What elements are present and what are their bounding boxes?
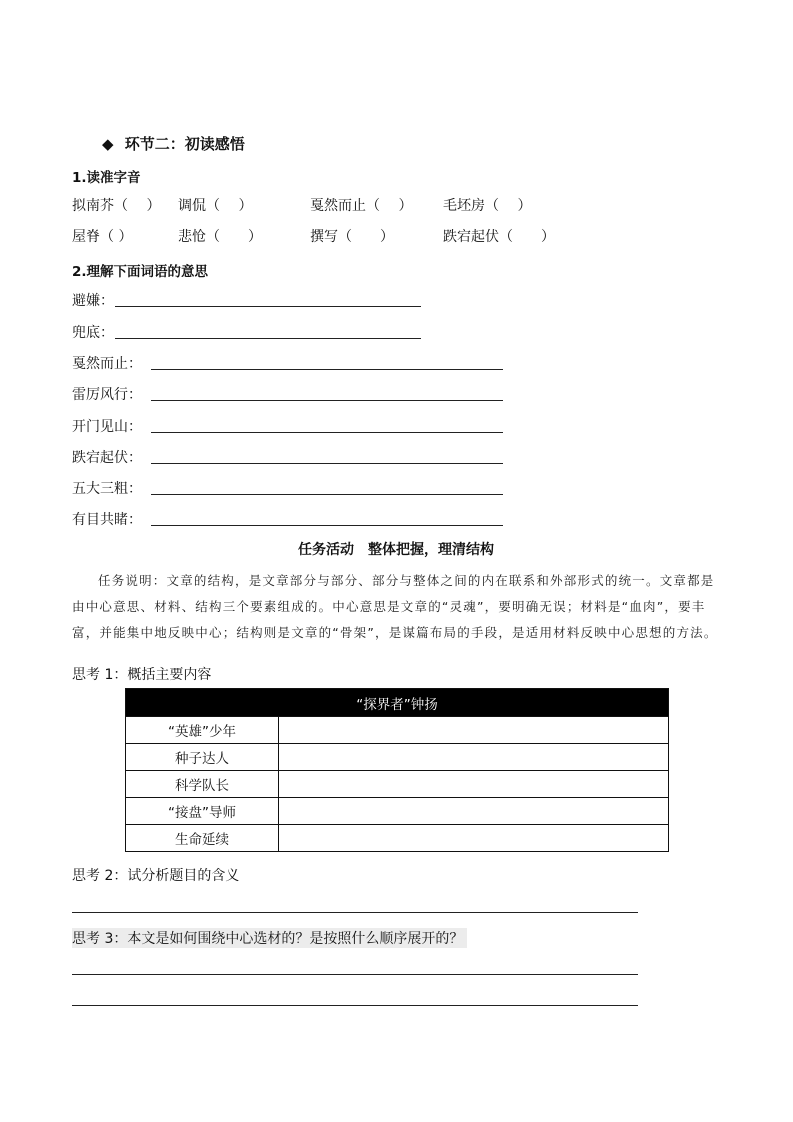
pronunciation-item: 跌宕起伏（ ）	[443, 229, 555, 245]
vocab-label: 避嫌：	[72, 293, 114, 309]
pronunciation-item: 拟南芥（ ）	[72, 198, 161, 214]
table-row	[126, 825, 669, 852]
answer-line[interactable]	[72, 1005, 638, 1006]
answer-line[interactable]	[115, 338, 421, 339]
summary-table	[125, 688, 669, 852]
pronunciation-item: 调侃（ ）	[178, 198, 253, 214]
task-title: 任务活动 整体把握，理清结构	[298, 542, 494, 558]
section-title-text: 环节二：初读感悟	[124, 135, 245, 153]
diamond-bullet-icon: ◆	[102, 135, 114, 153]
answer-line[interactable]	[151, 400, 503, 401]
pronunciation-item: 毛坯房（ ）	[443, 198, 532, 214]
answer-line[interactable]	[151, 369, 503, 370]
row-label: 科学队长	[126, 771, 279, 798]
row-answer-cell[interactable]	[279, 825, 669, 852]
row-answer-cell[interactable]	[279, 744, 669, 771]
think-2-label: 思考 2：试分析题目的含义	[72, 868, 240, 884]
pronunciation-item: 撰写（ ）	[310, 229, 394, 245]
answer-line[interactable]	[151, 494, 503, 495]
table-row	[126, 771, 669, 798]
task-description: 任务说明：文章的结构，是文章部分与部分、部分与整体之间的内在联系和外部形式的统一。文章都是由中心意思、材料、结构三个要素组成的。中心意思是文章的“灵魂”，要明确无误；材料是“血肉”，要丰富，并能集中地反映中心；结构则是文章的“骨架”，是谋篇布局的手段，是适用材料反映中心思想的方法。	[72, 573, 718, 640]
answer-line[interactable]	[72, 974, 638, 975]
vocab-label: 雷厉风行：	[72, 387, 142, 403]
row-answer-cell[interactable]	[279, 771, 669, 798]
table-header: “探界者”钟扬	[126, 689, 669, 717]
answer-line[interactable]	[115, 306, 421, 307]
section-title	[102, 133, 245, 154]
pronunciation-item: 悲怆（ ）	[178, 229, 262, 245]
table-row	[126, 798, 669, 825]
pronunciation-item: 屋脊（ ）	[72, 229, 133, 245]
think-3-label: 思考 3：本文是如何围绕中心选材的？是按照什么顺序展开的？	[72, 928, 467, 948]
table-row	[126, 744, 669, 771]
vocab-label: 跌宕起伏：	[72, 450, 142, 466]
vocab-label: 有目共睹：	[72, 512, 142, 528]
vocab-label: 五大三粗：	[72, 481, 142, 497]
row-answer-cell[interactable]	[279, 717, 669, 744]
think-1-label: 思考 1：概括主要内容	[72, 667, 212, 683]
answer-line[interactable]	[72, 912, 638, 913]
row-label: “英雄”少年	[126, 717, 279, 744]
row-answer-cell[interactable]	[279, 798, 669, 825]
vocab-label: 戛然而止：	[72, 356, 142, 372]
table-row	[126, 717, 669, 744]
row-label: 种子达人	[126, 744, 279, 771]
row-label: “接盘”导师	[126, 798, 279, 825]
row-label: 生命延续	[126, 825, 279, 852]
answer-line[interactable]	[151, 525, 503, 526]
answer-line[interactable]	[151, 432, 503, 433]
answer-line[interactable]	[151, 463, 503, 464]
vocabulary-heading: 2.理解下面词语的意思	[72, 264, 209, 280]
pronunciation-item: 戛然而止（ ）	[310, 198, 413, 214]
vocab-label: 开门见山：	[72, 419, 142, 435]
vocab-label: 兜底：	[72, 325, 114, 341]
pronunciation-heading: 1.读准字音	[72, 170, 141, 186]
